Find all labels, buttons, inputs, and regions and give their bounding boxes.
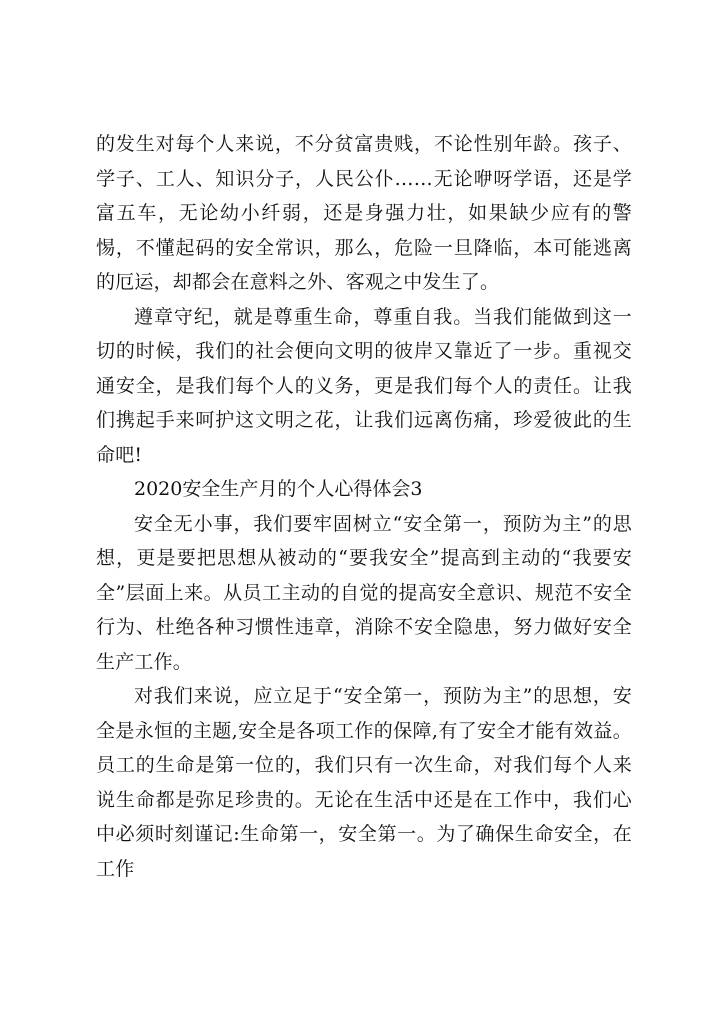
paragraph-4: 对我们来说，应立足于“安全第一，预防为主”的思想，安全是永恒的主题,安全是各项工作的保障,有了安全才能有效益。员工的生命是第一位的，我们只有一次生命，对我们每个人来说生命都是弥足珍贵的。无论在生活中还是在工作中，我们心中必须时刻谨记:生命第一，安全第一。为了确保生命安全，在工作 [96, 685, 632, 880]
document-body [96, 127, 632, 886]
section-heading: 2020安全生产月的个人心得体会3 [134, 478, 423, 500]
paragraph-2: 遵章守纪，就是尊重生命，尊重自我。当我们能做到这一切的时候，我们的社会便向文明的彼岸又靠近了一步。重视交通安全，是我们每个人的义务，更是我们每个人的责任。让我们携起手来呵护这文明之花，让我们远离伤痛，珍爱彼此的生命吧! [96, 305, 632, 466]
paragraph-1: 的发生对每个人来说，不分贫富贵贱，不论性别年龄。孩子、学子、工人、知识分子，人民公仆……无论咿呀学语，还是学富五车，无论幼小纤弱，还是身强力壮，如果缺少应有的警惕，不懂起码的安全常识，那么，危险一旦降临，本可能逃离的厄运，却都会在意料之外、客观之中发生了。 [96, 133, 632, 293]
paragraph-3: 安全无小事，我们要牢固树立“安全第一，预防为主”的思想，更是要把思想从被动的“要我安全”提高到主动的“我要安全”层面上来。从员工主动的自觉的提高安全意识、规范不安全行为、杜绝各种习惯性违章，消除不安全隐患，努力做好安全生产工作。 [96, 512, 632, 673]
